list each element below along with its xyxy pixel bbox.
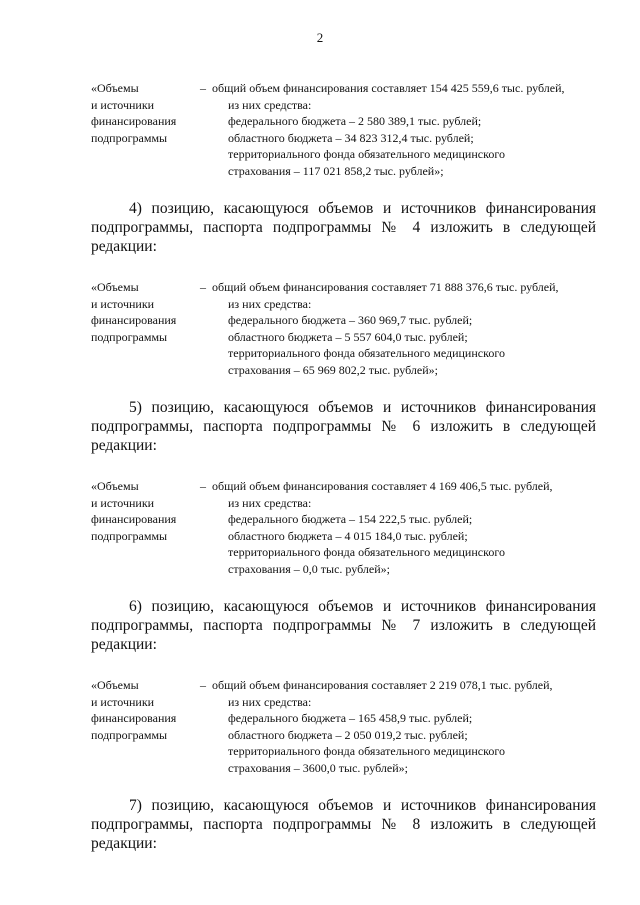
paragraph-line: подпрограммы, паспорта подпрограммы № 6 изложить в следующей [91, 418, 596, 435]
block-line: федерального бюджета – 360 969,7 тыс. рублей; [228, 313, 473, 327]
instruction-paragraph [91, 597, 596, 654]
block-dash: – [200, 678, 206, 692]
funding-block [91, 677, 596, 776]
document-body [91, 80, 596, 876]
block-line: территориального фонда обязательного медицинского [228, 545, 505, 559]
paragraph-line: подпрограммы, паспорта подпрограммы № 8 изложить в следующей [91, 816, 596, 833]
block-dash: – [200, 81, 206, 95]
paragraph-line: редакции: [91, 636, 157, 653]
instruction-paragraph [91, 398, 596, 455]
block-label: «Объемы и источники финансирования подпрограммы [91, 678, 177, 742]
block-line: страхования – 65 969 802,2 тыс. рублей»; [228, 362, 438, 377]
block-line: из них средства: [228, 97, 312, 112]
paragraph-line: 4) позицию, касающуюся объемов и источников финансирования [129, 200, 596, 217]
funding-block [91, 80, 596, 179]
block-values [212, 80, 596, 179]
block-line: федерального бюджета – 2 580 389,1 тыс. рублей; [228, 114, 482, 128]
block-line: областного бюджета – 34 823 312,4 тыс. рублей; [228, 130, 474, 145]
paragraph-line: редакции: [91, 437, 157, 454]
block-line: областного бюджета – 5 557 604,0 тыс. рублей; [228, 329, 468, 344]
block-line: территориального фонда обязательного медицинского [228, 147, 505, 161]
block-line: из них средства: [228, 296, 312, 311]
block-line: областного бюджета – 4 015 184,0 тыс. рублей; [228, 528, 468, 543]
block-line: из них средства: [228, 495, 312, 510]
paragraph-line: подпрограммы, паспорта подпрограммы № 7 изложить в следующей [91, 617, 596, 634]
block-values [212, 279, 596, 378]
block-line: территориального фонда обязательного медицинского [228, 744, 505, 758]
block-line: из них средства: [228, 694, 312, 709]
paragraph-line: 5) позицию, касающуюся объемов и источников финансирования [129, 399, 596, 416]
block-line: федерального бюджета – 165 458,9 тыс. рублей; [228, 711, 473, 725]
block-label: «Объемы и источники финансирования подпрограммы [91, 81, 177, 145]
block-label: «Объемы и источники финансирования подпрограммы [91, 479, 177, 543]
block-dash: – [200, 280, 206, 294]
funding-block [91, 279, 596, 378]
paragraph-line: редакции: [91, 238, 157, 255]
instruction-paragraph [91, 796, 596, 853]
block-dash: – [200, 479, 206, 493]
block-line: территориального фонда обязательного медицинского [228, 346, 505, 360]
block-line: областного бюджета – 2 050 019,2 тыс. рублей; [228, 727, 468, 742]
block-line: общий объем финансирования составляет 2 219 078,1 тыс. рублей, [212, 678, 553, 692]
block-line: страхования – 0,0 тыс. рублей»; [228, 561, 390, 576]
block-line: общий объем финансирования составляет 4 169 406,5 тыс. рублей, [212, 479, 553, 493]
block-values [212, 478, 596, 577]
block-values [212, 677, 596, 776]
block-line: федерального бюджета – 154 222,5 тыс. рублей; [228, 512, 473, 526]
block-line: страхования – 3600,0 тыс. рублей»; [228, 760, 408, 775]
block-line: страхования – 117 021 858,2 тыс. рублей»; [228, 163, 444, 178]
paragraph-line: редакции: [91, 835, 157, 852]
block-line: общий объем финансирования составляет 71 888 376,6 тыс. рублей, [212, 280, 559, 294]
block-line: общий объем финансирования составляет 154 425 559,6 тыс. рублей, [212, 81, 565, 95]
page-number: 2 [316, 30, 324, 45]
paragraph-line: 6) позицию, касающуюся объемов и источников финансирования [129, 598, 596, 615]
paragraph-line: 7) позицию, касающуюся объемов и источников финансирования [129, 797, 596, 814]
paragraph-line: подпрограммы, паспорта подпрограммы № 4 изложить в следующей [91, 219, 596, 236]
instruction-paragraph [91, 199, 596, 256]
funding-block [91, 478, 596, 577]
block-label: «Объемы и источники финансирования подпрограммы [91, 280, 177, 344]
